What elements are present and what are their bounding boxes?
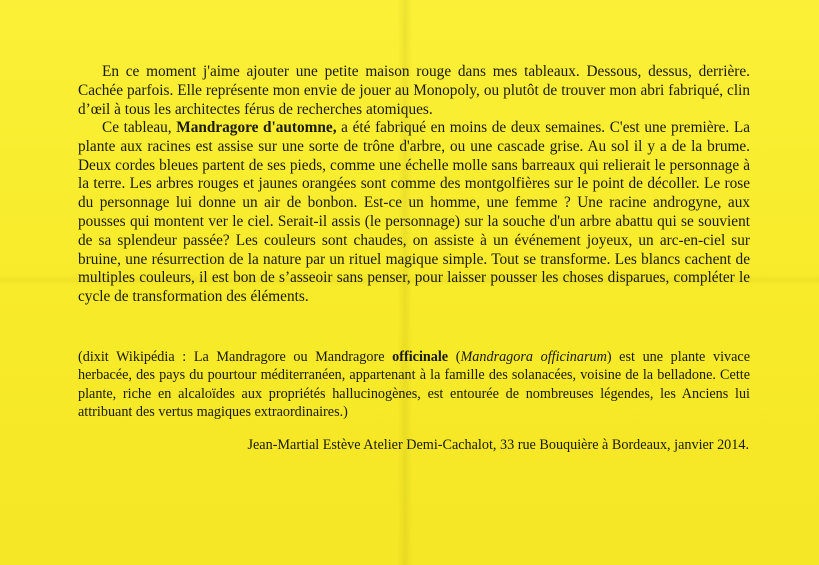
note-latin-name: Mandragora officinarum (460, 349, 607, 365)
description-body: a été fabriqué en moins de deux semaines. C'est une première. La plante aux racines est assise sur une sorte de trône d'arbre, ou une cascade grise. Au sol il y a de la brume. Deux cordes bleues partent de ses pieds, comme une échelle molle sans barreaux qui relierait le personnage à la terre. Les arbres rouges et jaunes orangées sont comme des montgolfières sur le point de décoller. Le rose du personnage lui donne un air de bonbon. Est-ce un homme, une femme ? Une racine androgyne, aux pousses qui montent ver le ciel. Serait-il assis (le personnage) sur la souche d'un arbre abattu qui se souvient de sa splendeur passée? Les couleurs sont chaudes, on assiste à un événement joyeux, un arc-en-ciel sur bruine, une résurrection de la nature par un rituel magique simple. Tout se transforme. Les blancs cachent de multiples couleurs, il est bon de s’asseoir sans penser, pour laisser pousser les choses disparues, compléter le cycle de transformation des éléments. (78, 119, 750, 306)
signature-line: Jean-Martial Estève Atelier Demi-Cachalot, 33 rue Bouquière à Bordeaux, janvier 2014. (247, 437, 749, 453)
description-intro: Ce tableau, (102, 119, 177, 136)
note-bold-term: officinale (392, 349, 449, 365)
intro-paragraph-text: En ce moment j'aime ajouter une petite maison rouge dans mes tableaux. Dessous, dessus, derrière. Cachée parfois. Elle représente mon envie de jouer au Monopoly, ou plutôt de trouver mon abri fabriqué, clin d’œil à tous les architectes férus de recherches atomiques. (78, 63, 750, 118)
painting-description-paragraph (78, 119, 750, 307)
note-after: ) est une plante vivace herbacée, des pays du pourtour méditerranéen, appartenant à la famille des solanacées, voisine de la belladone. Cette plante, riche en alcaloïdes aux propriétés hallucinogènes, est entourée de nombreuses légendes, les Anciens lui attribuant des vertus magiques extraordinaires.) (78, 349, 750, 421)
wikipedia-note (78, 348, 750, 422)
note-before: (dixit Wikipédia : La Mandragore ou Mandragore (78, 349, 393, 365)
intro-paragraph (78, 63, 750, 119)
painting-description-text (78, 119, 750, 307)
note-middle: ( (448, 349, 461, 365)
painting-title: Mandragore d'automne, (176, 119, 337, 136)
